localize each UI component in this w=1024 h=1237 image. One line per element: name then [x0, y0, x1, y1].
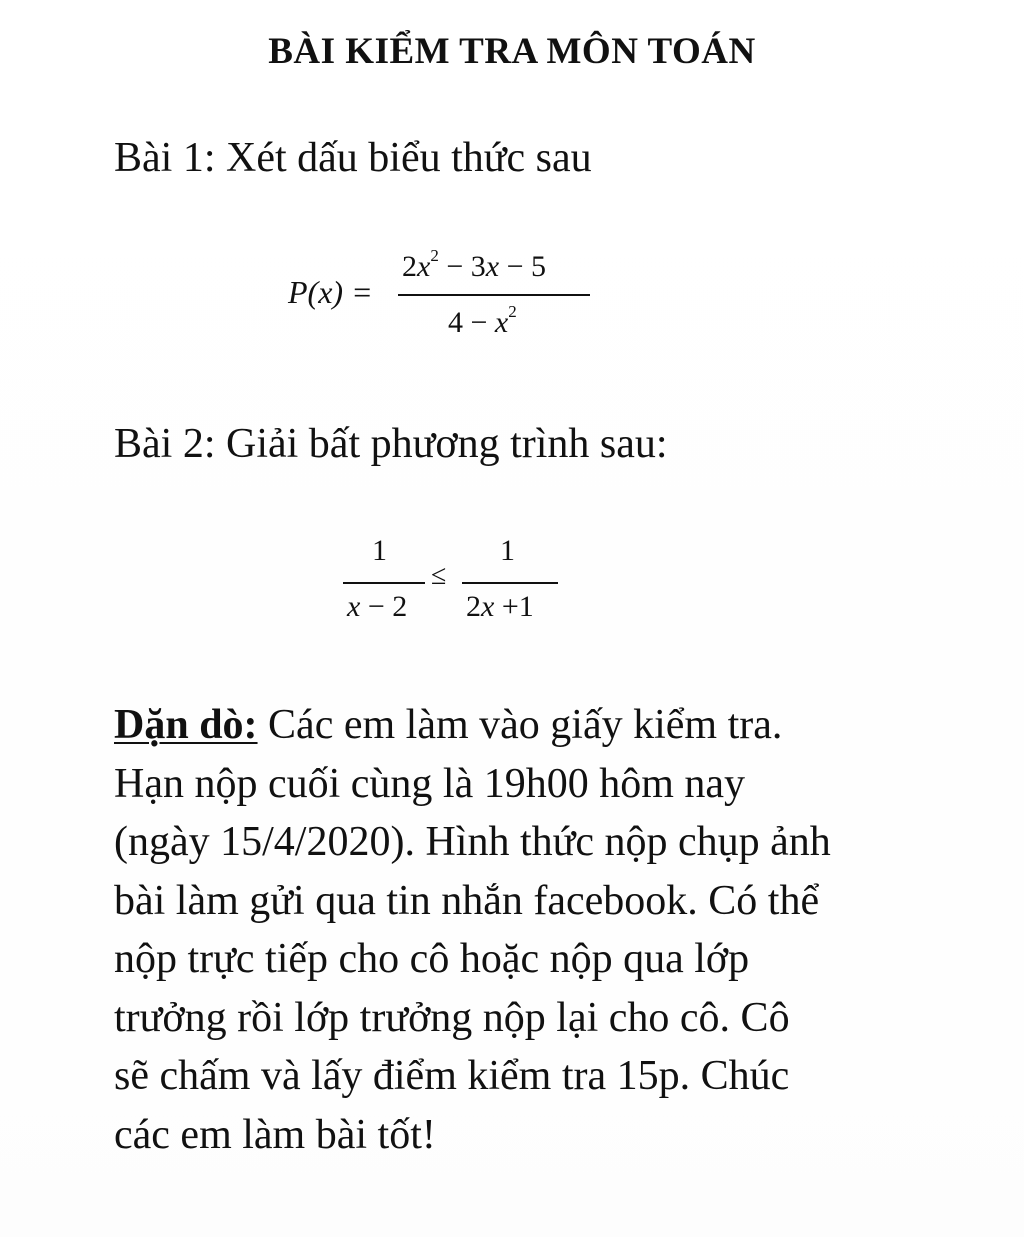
inequality-left-denominator: x − 2 [347, 590, 408, 623]
formula-px-lhs: P(x) = [288, 274, 373, 310]
formula-px-fraction-bar [398, 294, 590, 296]
inequality-right-numerator: 1 [500, 534, 515, 567]
inequality-right-denominator: 2x +1 [466, 590, 534, 623]
note-line: trưởng rồi lớp trưởng nộp lại cho cô. Cô [114, 994, 790, 1041]
note-line: Hạn nộp cuối cùng là 19h00 hôm nay [114, 760, 746, 807]
note-line: Dặn dò: Các em làm vào giấy kiểm tra. [114, 702, 783, 748]
note-line: bài làm gửi qua tin nhắn facebook. Có thể [114, 877, 820, 924]
note-line: các em làm bài tốt! [114, 1111, 436, 1158]
exercise-2-heading: Bài 2: Giải bất phương trình sau: [114, 421, 668, 467]
formula-px-numerator: $2x^2 - 3x - 5$ [402, 246, 546, 283]
note-label: Dặn dò: [114, 702, 258, 748]
exercise-1-heading: Bài 1: Xét dấu biểu thức sau [114, 135, 592, 181]
inequality-relation: ≤ [431, 560, 447, 591]
note-line: sẽ chấm và lấy điểm kiểm tra 15p. Chúc [114, 1053, 790, 1099]
note-paragraph [114, 696, 934, 1164]
inequality-left-fraction-bar [343, 582, 425, 584]
inequality-right-fraction-bar [462, 582, 558, 584]
formula-px-denominator: $4 - x^2$ [448, 302, 517, 339]
page-title: BÀI KIỂM TRA MÔN TOÁN [268, 31, 756, 72]
inequality-left-numerator: 1 [372, 534, 387, 567]
note-line: (ngày 15/4/2020). Hình thức nộp chụp ảnh [114, 819, 831, 865]
note-line: nộp trực tiếp cho cô hoặc nộp qua lớp [114, 936, 750, 982]
